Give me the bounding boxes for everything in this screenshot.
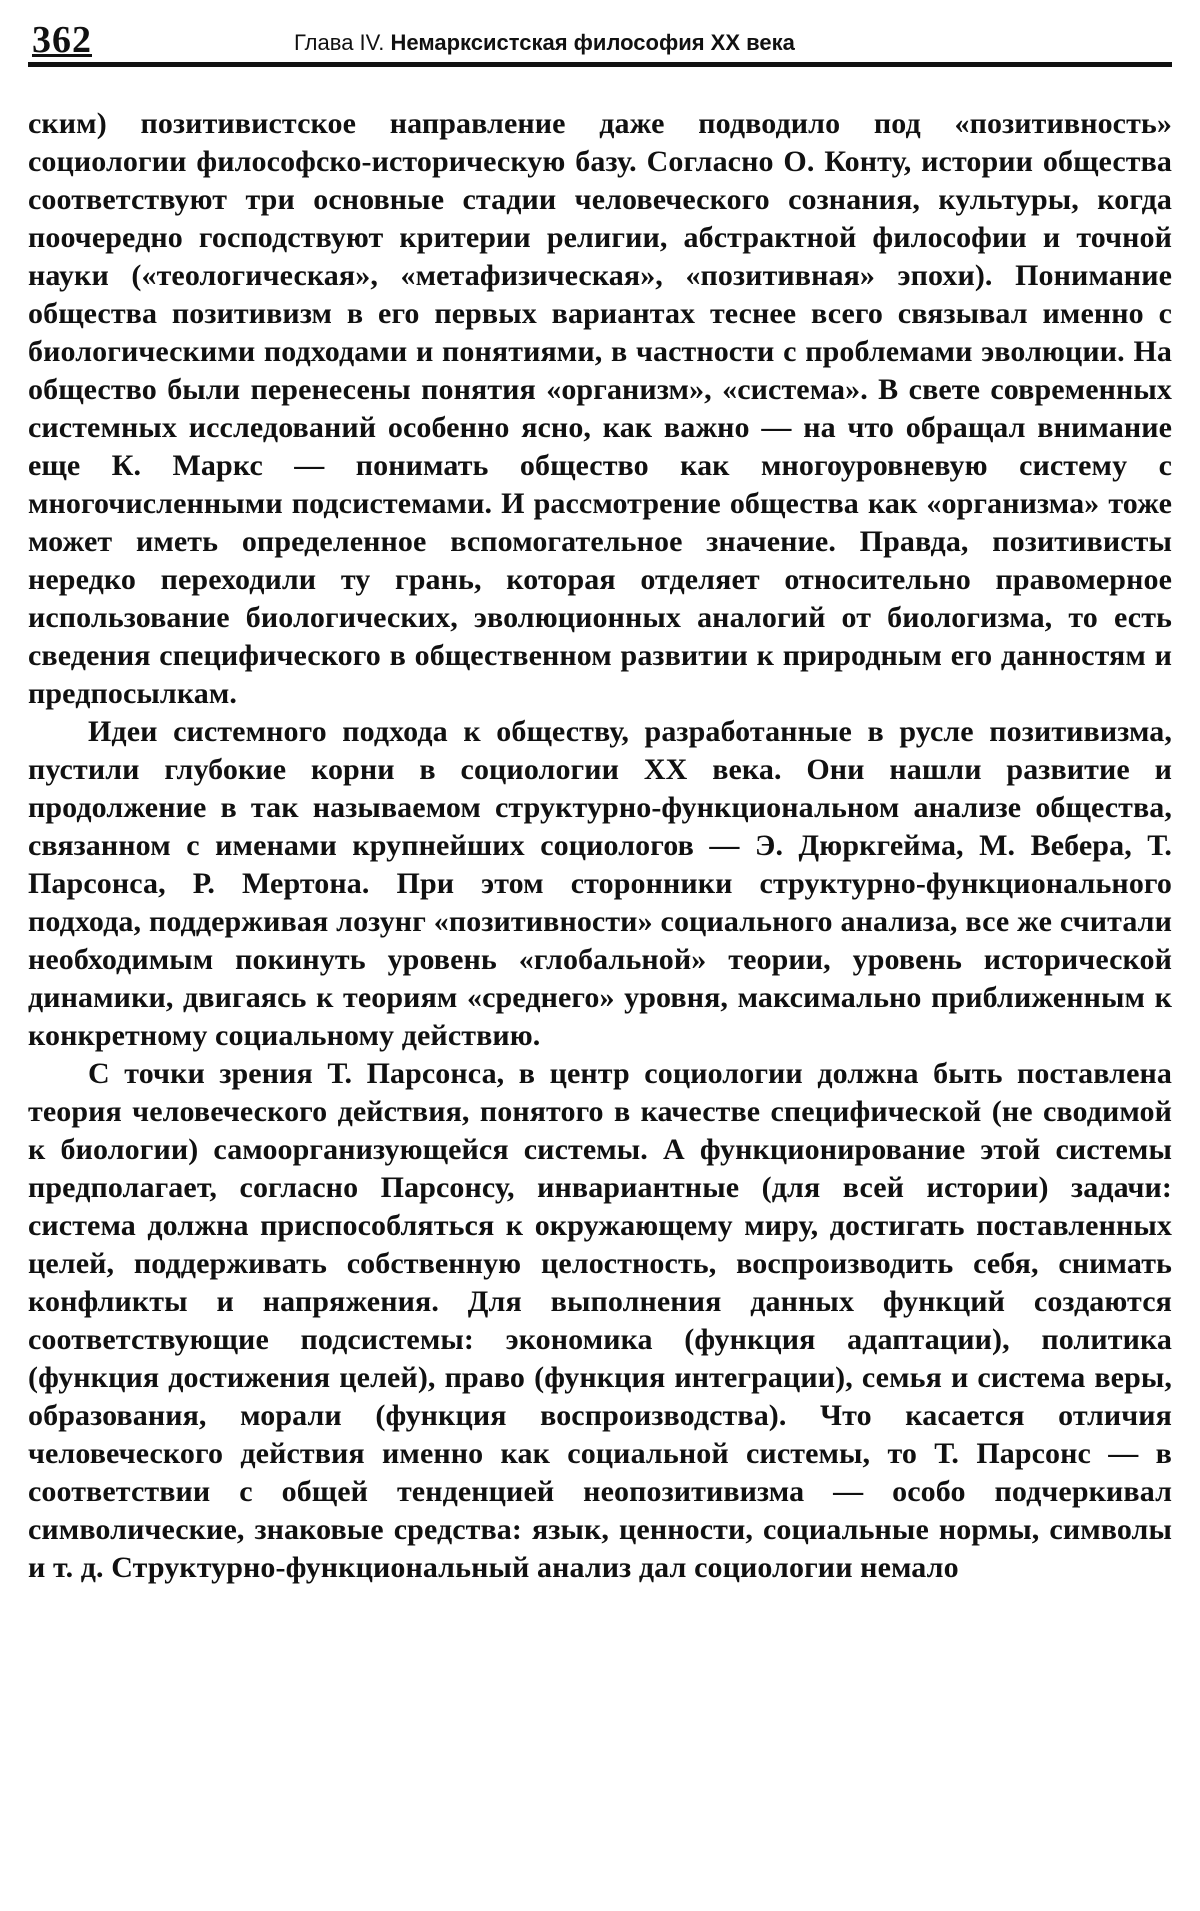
- running-header: [28, 18, 1172, 67]
- chapter-label: Глава IV.: [294, 30, 385, 55]
- page-number: 362: [32, 19, 92, 61]
- paragraph-3: С точки зрения Т. Парсонса, в центр социологии должна быть поставлена теория человеческого действия, понятого в качестве специфической (не сводимой к биологии) самоорганизующейся системы. А функционирование этой системы предполагает, согласно Парсонсу, инвариантные (для всей истории) задачи: система должна приспособляться к окружающему миру, достигать поставленных целей, поддерживать собственную целостность, воспроизводить себя, снимать конфликты и напряжения. Для выполнения данных функций создаются соответствующие подсистемы: экономика (функция адаптации), политика (функция достижения целей), право (функция интеграции), семья и система веры, образования, морали (функция воспроизводства). Что касается отличия человеческого действия именно как социальной системы, то Т. Парсонс — в соответствии с общей тенденцией неопозитивизма — особо подчеркивал символические, знаковые средства: язык, ценности, социальные нормы, символы и т. д. Структурно-функциональный анализ дал социологии немало: [28, 1057, 1172, 1584]
- chapter-name: Немарксистская философия XX века: [390, 30, 795, 55]
- paragraph-1: ским) позитивистское направление даже подводило под «позитивность» социологии философско-историческую базу. Согласно О. Конту, истории общества соответствуют три основные стадии человеческого сознания, культуры, когда поочередно господствуют критерии религии, абстрактной философии и точной науки («теологическая», «метафизическая», «позитивная» эпохи). Понимание общества позитивизм в его первых вариантах теснее всего связывал именно с биологическими подходами и понятиями, в частности с проблемами эволюции. На общество были перенесены понятия «организм», «система». В свете современных системных исследований особенно ясно, как важно — на что обращал внимание еще К. Маркс — понимать общество как многоуровневую систему с многочисленными подсистемами. И рассмотрение общества как «организма» тоже может иметь определенное вспомогательное значение. Правда, позитивисты нередко переходили ту грань, которая отделяет относительно правомерное использование биологических, эволюционных аналогий от биологизма, то есть сведения специфического в общественном развитии к природным его данностям и предпосылкам.: [28, 107, 1172, 710]
- chapter-title: [294, 30, 795, 56]
- book-page: [28, 18, 1172, 1587]
- paragraph-2: Идеи системного подхода к обществу, разработанные в русле позитивизма, пустили глубокие корни в социологии XX века. Они нашли развитие и продолжение в так называемом структурно-функциональном анализе общества, связанном с именами крупнейших социологов — Э. Дюркгейма, М. Вебера, Т. Парсонса, Р. Мертона. При этом сторонники структурно-функционального подхода, поддерживая лозунг «позитивности» социального анализа, все же считали необходимым покинуть уровень «глобальной» теории, уровень исторической динамики, двигаясь к теориям «среднего» уровня, максимально приближенным к конкретному социальному действию.: [28, 715, 1172, 1052]
- body-text: [28, 105, 1172, 1587]
